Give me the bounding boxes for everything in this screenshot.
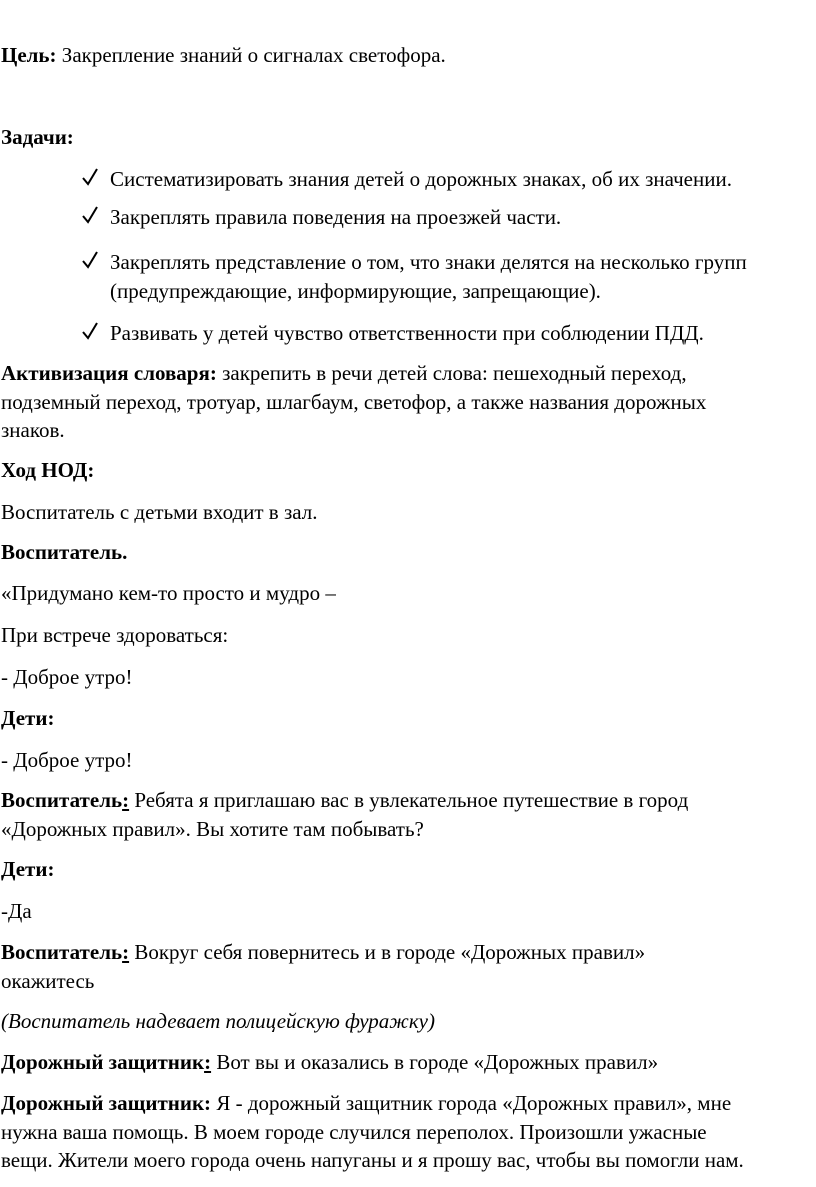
course-intro: Воспитатель с детьми входит в зал. (1, 500, 318, 524)
speaker-children: Дети: (1, 857, 55, 881)
dialogue-guardian-intro-line-3: вещи. Жители моего города очень напуганы и я прошу вас, чтобы вы помогли нам. (1, 1148, 744, 1172)
dialogue-text: Я - дорожный защитник города «Дорожных правил», мне (211, 1091, 732, 1115)
dialogue-line: -Да (1, 899, 32, 923)
dialogue-text: Вот вы и оказались в городе «Дорожных правил» (211, 1050, 659, 1074)
goal-text: Закрепление знаний о сигналах светофора. (56, 43, 446, 67)
task-item-3-line-1: Закреплять представление о том, что знаки делятся на несколько групп (110, 250, 747, 274)
goal-label: Цель: (1, 43, 57, 67)
task-item-1: Систематизировать знания детей о дорожных знаках, об их значении. (110, 167, 732, 191)
speaker-colon: : (122, 940, 130, 964)
speaker-teacher: Воспитатель. (1, 540, 128, 564)
speaker-children: Дети: (1, 706, 55, 730)
vocabulary-line-1 (1, 359, 687, 387)
dialogue-teacher-invite-line-1 (1, 786, 688, 814)
checkmark-icon (82, 322, 98, 340)
speaker-guardian: Дорожный защитник: (1, 1091, 212, 1115)
task-item-2: Закреплять правила поведения на проезжей части. (110, 205, 562, 229)
dialogue-text: Ребята я приглашаю вас в увлекательное путешествие в город (129, 788, 689, 812)
checkmark-icon (82, 251, 98, 269)
dialogue-guardian-intro-line-1 (1, 1089, 731, 1117)
speaker-colon: : (204, 1050, 212, 1074)
course-heading: Ход НОД: (1, 458, 95, 482)
dialogue-teacher-invite-line-2: «Дорожных правил». Вы хотите там побывать? (1, 817, 424, 841)
stage-direction: (Воспитатель надевает полицейскую фуражку) (1, 1009, 435, 1033)
dialogue-line: - Доброе утро! (1, 748, 133, 772)
dialogue-line: При встрече здороваться: (1, 623, 229, 647)
goal-paragraph (1, 41, 446, 69)
dialogue-teacher-turn-line-2: окажитесь (1, 969, 95, 993)
task-item-3-line-2: (предупреждающие, информирующие, запрещающие). (110, 279, 601, 303)
dialogue-line: «Придумано кем-то просто и мудро – (1, 581, 336, 605)
vocabulary-label: Активизация словаря: (1, 361, 217, 385)
task-item-4: Развивать у детей чувство ответственности при соблюдении ПДД. (110, 321, 704, 345)
dialogue-line: - Доброе утро! (1, 665, 133, 689)
vocabulary-line-3: знаков. (1, 418, 65, 442)
vocabulary-text: закрепить в речи детей слова: пешеходный переход, (216, 361, 687, 385)
vocabulary-line-2: подземный переход, тротуар, шлагбаум, светофор, а также названия дорожных (1, 390, 707, 414)
dialogue-guardian-intro-line-2: нужна ваша помощь. В моем городе случился переполох. Произошли ужасные (1, 1120, 707, 1144)
checkmark-icon (82, 206, 98, 224)
tasks-heading: Задачи: (1, 125, 74, 149)
checkmark-icon (82, 168, 98, 186)
speaker-guardian: Дорожный защитник (1, 1050, 205, 1074)
speaker-colon: : (122, 788, 130, 812)
dialogue-teacher-turn-line-1 (1, 938, 645, 966)
speaker-teacher: Воспитатель (1, 940, 123, 964)
speaker-teacher: Воспитатель (1, 788, 123, 812)
dialogue-text: Вокруг себя повернитесь и в городе «Дорожных правил» (129, 940, 646, 964)
dialogue-guardian-line (1, 1048, 658, 1076)
